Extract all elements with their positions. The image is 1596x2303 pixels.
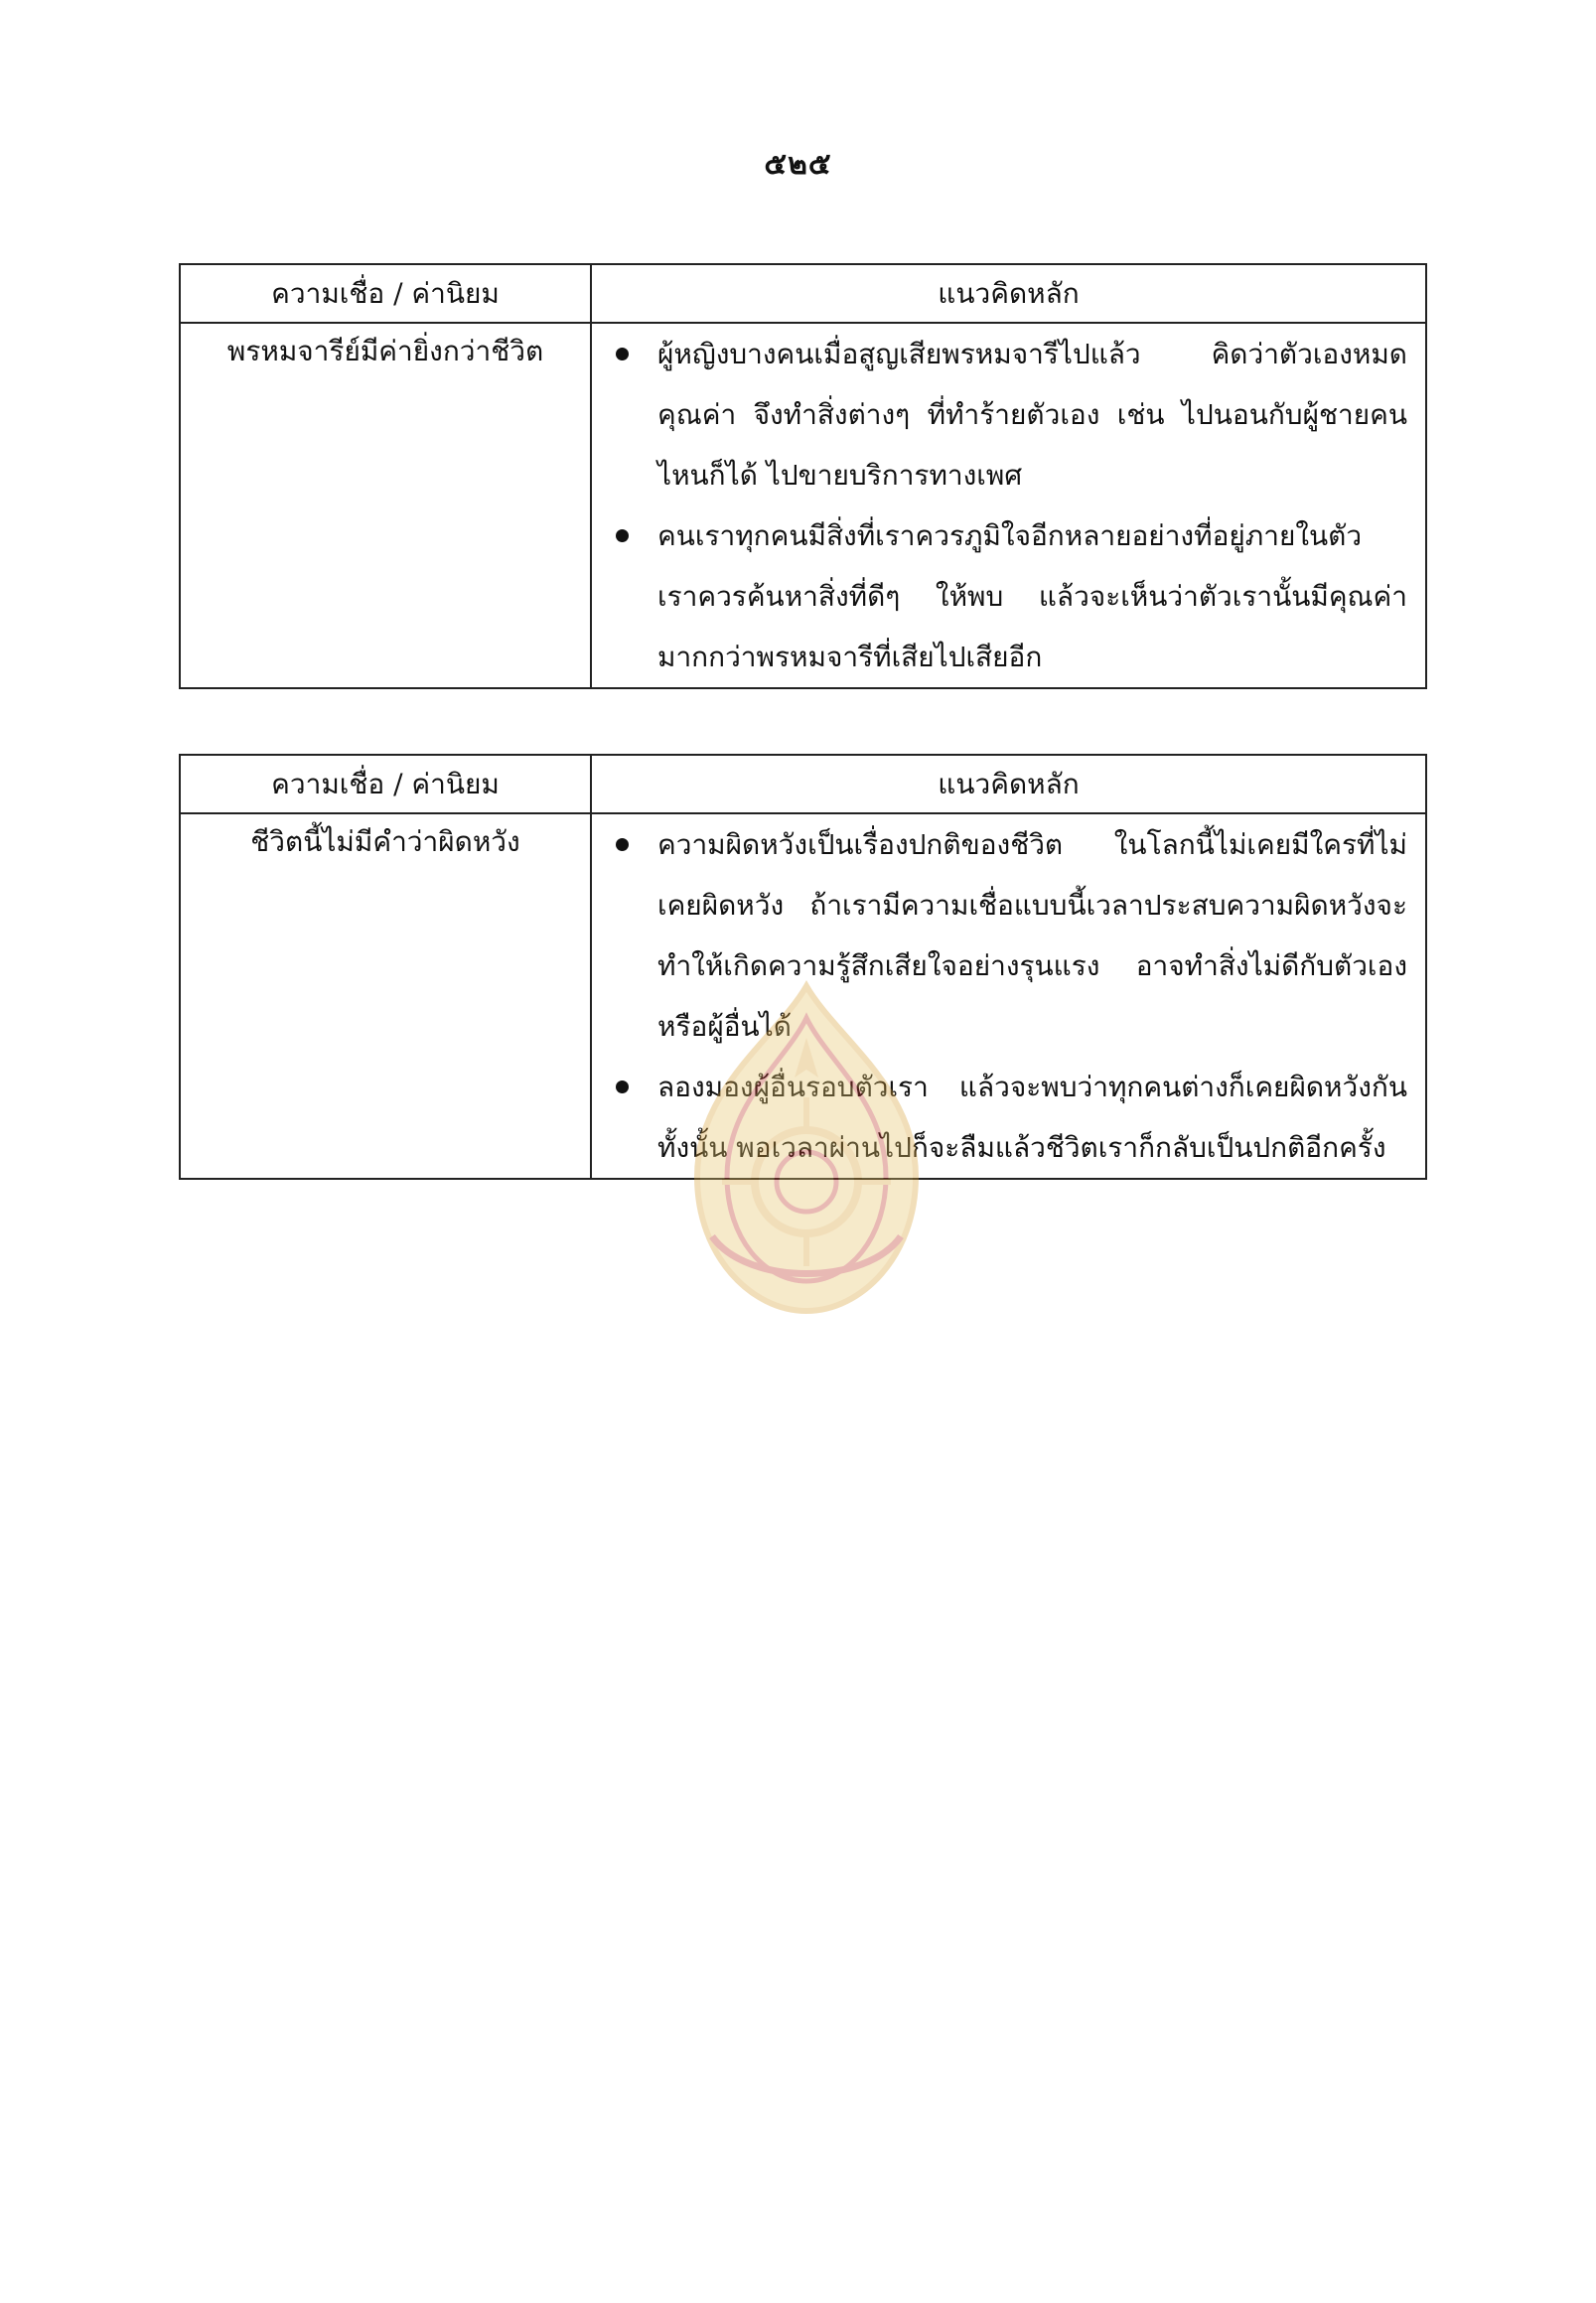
concept-item [606, 505, 1407, 687]
concept-cell [591, 323, 1426, 688]
belief-cell: พรหมจารีย์มีค่ายิ่งกว่าชีวิต [180, 323, 591, 688]
belief-cell: ชีวิตนี้ไม่มีคำว่าผิดหวัง [180, 813, 591, 1179]
bullet-icon [616, 348, 629, 360]
concept-text: ลองมองผู้อื่นรอบตัวเรา แล้วจะพบว่าทุกคนต่างก็เคยผิดหวังกันทั้งนั้น พอเวลาผ่านไปก็จะลืมแล้วชีวิตเราก็กลับเป็นปกติอีกครั้ง [657, 1071, 1407, 1164]
page-number: ๕๒๕ [764, 147, 832, 182]
bullet-icon [616, 1080, 629, 1093]
table-header-row [180, 264, 1426, 323]
concept-list [606, 324, 1407, 687]
header-belief: ความเชื่อ / ค่านิยม [180, 264, 591, 323]
concept-text: ผู้หญิงบางคนเมื่อสูญเสียพรหมจารีไปแล้ว คิดว่าตัวเองหมดคุณค่า จึงทำสิ่งต่างๆ ที่ทำร้ายตัวเอง เช่น ไปนอนกับผู้ชายคนไหนก็ได้ ไปขายบริการทางเพศ [657, 338, 1407, 492]
concept-item [606, 324, 1407, 505]
header-belief: ความเชื่อ / ค่านิยม [180, 755, 591, 813]
table-header-row [180, 755, 1426, 813]
bullet-icon [616, 838, 629, 851]
header-concept: แนวคิดหลัก [591, 264, 1426, 323]
emblem-seal-watermark-icon [657, 978, 955, 1321]
concept-text: คนเราทุกคนมีสิ่งที่เราควรภูมิใจอีกหลายอย่างที่อยู่ภายในตัว เราควรค้นหาสิ่งที่ดีๆ ให้พบ แล้วจะเห็นว่าตัวเรานั้นมีคุณค่ามากกว่าพรหมจารีที่เสียไปเสียอีก [657, 519, 1407, 673]
belief-concept-table-1 [179, 263, 1427, 689]
concept-text: ความผิดหวังเป็นเรื่องปกติของชีวิต ในโลกนี้ไม่เคยมีใครที่ไม่เคยผิดหวัง ถ้าเรามีความเชื่อแบบนี้เวลาประสบความผิดหวังจะทำให้เกิดความรู้สึกเสียใจอย่างรุนแรง อาจทำสิ่งไม่ดีกับตัวเองหรือผู้อื่นได้ [657, 828, 1407, 1043]
bullet-icon [616, 529, 629, 542]
table-row [180, 323, 1426, 688]
header-concept: แนวคิดหลัก [591, 755, 1426, 813]
